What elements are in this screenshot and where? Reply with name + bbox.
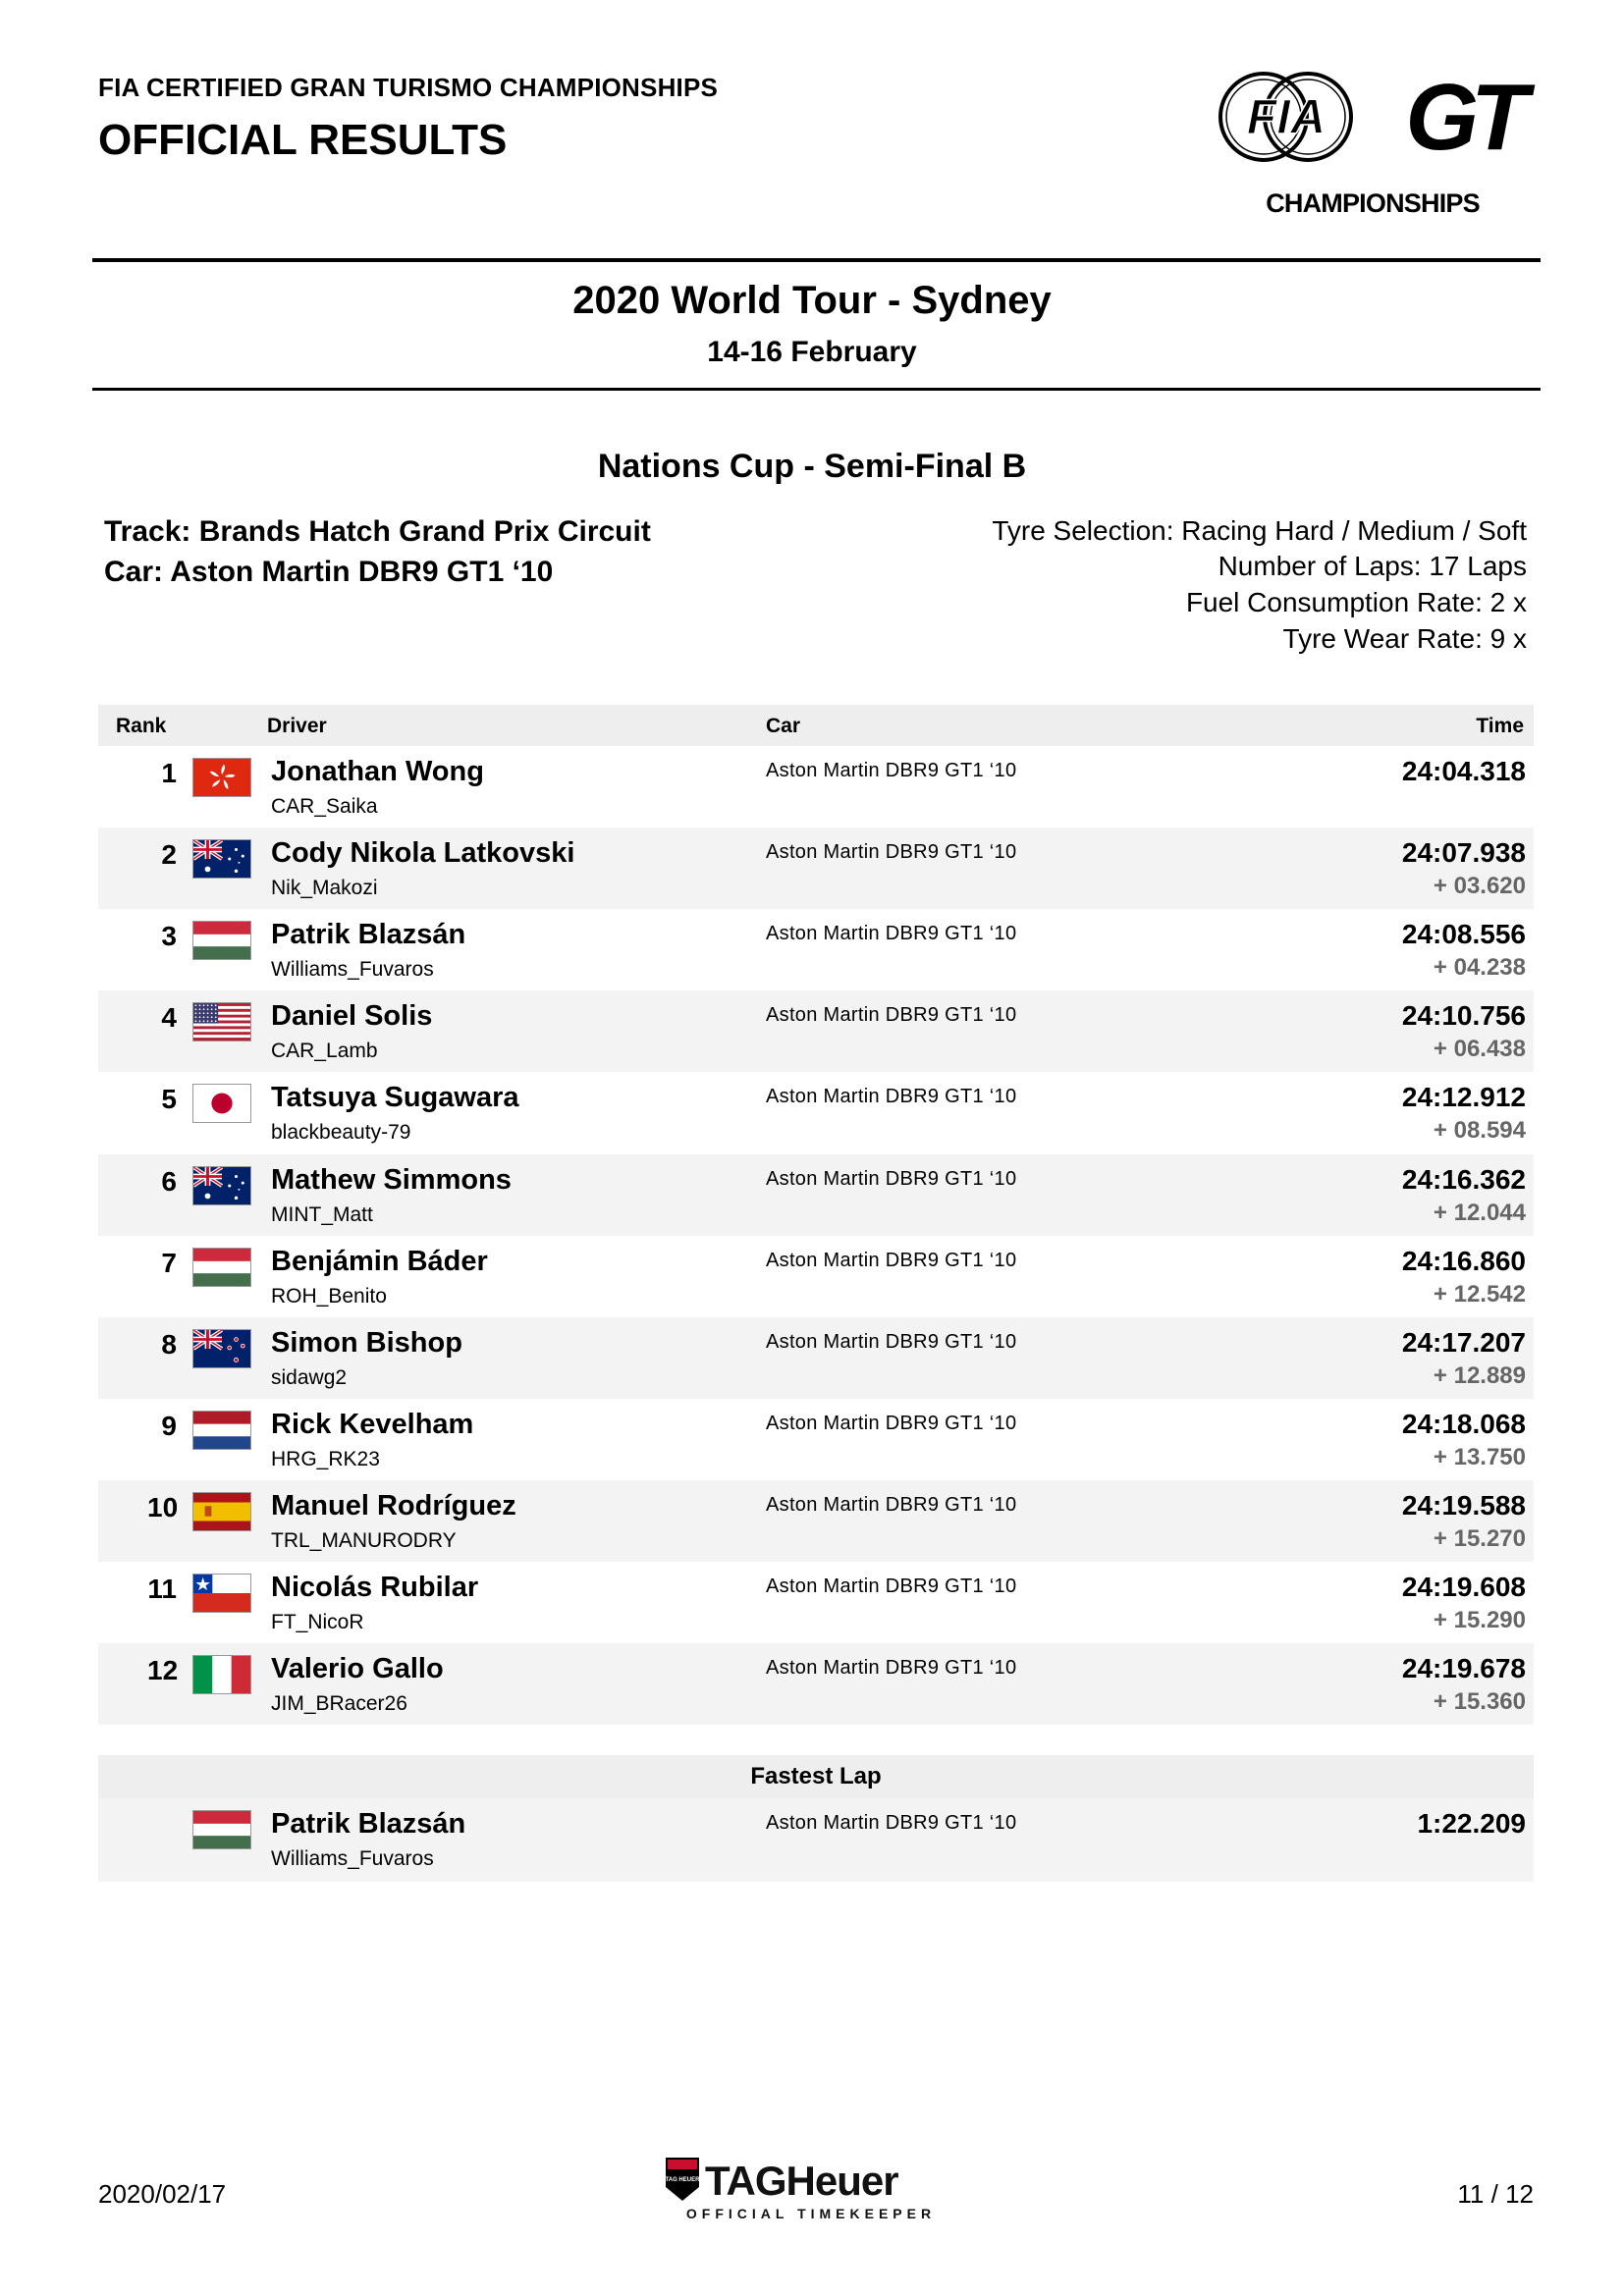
time-gap: + 13.750 [1433,1443,1526,1470]
time-gap: + 03.620 [1433,873,1526,900]
car-name: Aston Martin DBR9 GT1 ‘10 [766,760,1017,781]
car-name: Aston Martin DBR9 GT1 ‘10 [766,1412,1017,1434]
netherlands-flag-icon [192,1411,251,1450]
tyre-selection: Tyre Selection: Racing Hard / Medium / Soft [992,515,1527,546]
driver-name: Manuel Rodríguez [271,1489,516,1522]
driver-tag: MINT_Matt [271,1202,373,1226]
time-gap: + 15.270 [1433,1524,1526,1552]
race-time: 24:10.756 [1401,1000,1526,1032]
event-title: 2020 World Tour - Sydney [572,279,1052,322]
col-time-header: Time [1476,715,1524,737]
time-gap: + 12.889 [1433,1362,1526,1389]
tyre-wear-rate: Tyre Wear Rate: 9 x [1282,623,1527,654]
race-time: 24:12.912 [1401,1082,1526,1113]
table-row [98,1072,1534,1153]
car-name: Aston Martin DBR9 GT1 ‘10 [766,841,1017,864]
table-row [98,1562,1534,1643]
fastest-lap-time: 1:22.209 [1417,1808,1526,1839]
table-row [98,1317,1534,1399]
fia-logo [1218,71,1355,164]
driver-tag: ROH_Benito [271,1284,387,1308]
car-name: Aston Martin DBR9 GT1 ‘10 [766,1004,1017,1027]
gt-logo [1394,73,1542,161]
italy-flag-icon [192,1655,251,1694]
table-row [98,1236,1534,1317]
document-title: OFFICIAL RESULTS [98,116,508,164]
tag-heuer-wordmark: TAGHeuer [705,2158,898,2204]
hong-kong-flag-icon [192,758,251,797]
car-name: Aston Martin DBR9 GT1 ‘10 [766,1249,1017,1271]
rank: 11 [147,1574,177,1604]
table-row [98,1154,1534,1236]
track-info: Track: Brands Hatch Grand Prix Circuit [104,515,651,548]
lap-count: Number of Laps: 17 Laps [1218,551,1527,581]
car-name: Aston Martin DBR9 GT1 ‘10 [766,1493,1017,1516]
rank: 5 [161,1084,177,1115]
driver-tag: Williams_Fuvaros [271,958,434,982]
time-gap: + 04.238 [1433,954,1526,982]
race-time: 24:04.318 [1401,756,1526,786]
event-dates: 14-16 February [707,336,917,368]
driver-name: Jonathan Wong [271,756,484,787]
driver-tag: JIM_BRacer26 [271,1692,407,1716]
car-name: Aston Martin DBR9 GT1 ‘10 [766,1330,1017,1353]
results-table-body [98,746,1534,1728]
footer-date: 2020/02/17 [98,2179,227,2209]
col-car-header: Car [766,715,801,737]
table-row [98,1480,1534,1562]
driver-name: Rick Kevelham [271,1408,474,1440]
car-name: Aston Martin DBR9 GT1 ‘10 [766,923,1017,945]
championships-logo-text: CHAMPIONSHIPS [1266,188,1480,218]
driver-tag: TRL_MANURODRY [271,1528,457,1552]
table-row [98,746,1534,828]
driver-name: Patrik Blazsán [271,919,466,951]
table-row [98,1399,1534,1480]
driver-tag: Nik_Makozi [271,877,378,900]
new-zealand-flag-icon [192,1329,251,1368]
session-title: Nations Cup - Semi-Final B [597,448,1027,485]
gt-logo-text: GT [1405,73,1521,161]
rank: 10 [147,1491,179,1522]
car-name: Aston Martin DBR9 GT1 ‘10 [766,1657,1017,1680]
rank: 6 [161,1165,177,1197]
driver-tag: FT_NicoR [271,1611,364,1633]
rank: 1 [161,758,177,788]
australia-flag-icon [192,1166,251,1205]
hungary-flag-icon [192,1248,251,1287]
fastest-lap-driver-name: Patrik Blazsán [271,1808,466,1840]
usa-flag-icon [192,1002,251,1041]
driver-name: Benjámin Báder [271,1245,488,1277]
australia-flag-icon [192,839,251,879]
race-time: 24:17.207 [1401,1326,1526,1358]
page-number: 11 / 12 [1457,2179,1534,2209]
time-gap: + 12.044 [1433,1199,1526,1226]
race-time: 24:18.068 [1401,1408,1526,1439]
time-gap: + 12.542 [1433,1280,1526,1308]
col-rank-header: Rank [116,715,167,737]
hungary-flag-icon [192,921,251,960]
fastest-lap-header: Fastest Lap [98,1755,1534,1798]
fastest-lap-car: Aston Martin DBR9 GT1 ‘10 [766,1812,1017,1834]
race-time: 24:08.556 [1401,919,1526,950]
driver-name: Daniel Solis [271,1000,433,1033]
top-divider [92,258,1541,262]
time-gap: + 15.360 [1433,1688,1526,1716]
race-time: 24:16.860 [1401,1245,1526,1276]
race-time: 24:19.608 [1401,1572,1526,1602]
results-table-header [98,705,1534,746]
driver-name: Simon Bishop [271,1326,462,1359]
fastest-lap-row [98,1798,1534,1882]
fuel-rate: Fuel Consumption Rate: 2 x [1185,587,1527,617]
japan-flag-icon [192,1084,251,1123]
driver-name: Nicolás Rubilar [271,1572,479,1603]
rank: 7 [161,1247,177,1278]
fastest-lap-driver-tag: Williams_Fuvaros [271,1847,434,1870]
car-name: Aston Martin DBR9 GT1 ‘10 [766,1575,1017,1597]
driver-name: Cody Nikola Latkovski [271,837,575,870]
driver-tag: HRG_RK23 [271,1447,380,1470]
time-gap: + 15.290 [1433,1607,1526,1633]
table-row [98,1643,1534,1725]
rank: 8 [161,1328,177,1360]
driver-name: Mathew Simmons [271,1163,512,1196]
org-line: FIA CERTIFIED GRAN TURISMO CHAMPIONSHIPS [98,73,719,102]
table-row [98,828,1534,909]
car-info: Car: Aston Martin DBR9 GT1 ‘10 [104,556,554,588]
hungary-flag-icon [192,1810,251,1849]
spain-flag-icon [192,1492,251,1531]
event-divider [92,388,1541,391]
table-row [98,909,1534,990]
rank: 9 [161,1410,177,1441]
tag-heuer-badge-text: TAG HEUER [665,2177,700,2183]
car-name: Aston Martin DBR9 GT1 ‘10 [766,1086,1017,1108]
race-time: 24:19.678 [1401,1653,1526,1684]
tag-heuer-role: OFFICIAL TIMEKEEPER [685,2206,937,2221]
driver-tag: CAR_Saika [271,795,378,818]
col-driver-header: Driver [267,715,327,737]
driver-tag: blackbeauty-79 [271,1121,411,1145]
rank: 12 [147,1655,179,1686]
driver-tag: sidawg2 [271,1365,348,1389]
tag-heuer-logo [664,2156,968,2226]
driver-tag: CAR_Lamb [271,1040,378,1063]
rank: 2 [161,839,177,871]
fia-logo-text: FIA [1246,89,1326,144]
rank: 3 [161,921,177,952]
driver-name: Tatsuya Sugawara [271,1082,519,1114]
chile-flag-icon [192,1574,251,1613]
driver-name: Valerio Gallo [271,1653,444,1685]
time-gap: + 06.438 [1433,1036,1526,1063]
rank: 4 [161,1002,177,1034]
race-time: 24:07.938 [1401,837,1526,869]
race-time: 24:16.362 [1401,1163,1526,1195]
time-gap: + 08.594 [1433,1117,1526,1145]
car-name: Aston Martin DBR9 GT1 ‘10 [766,1167,1017,1190]
race-time: 24:19.588 [1401,1489,1526,1521]
table-row [98,990,1534,1072]
